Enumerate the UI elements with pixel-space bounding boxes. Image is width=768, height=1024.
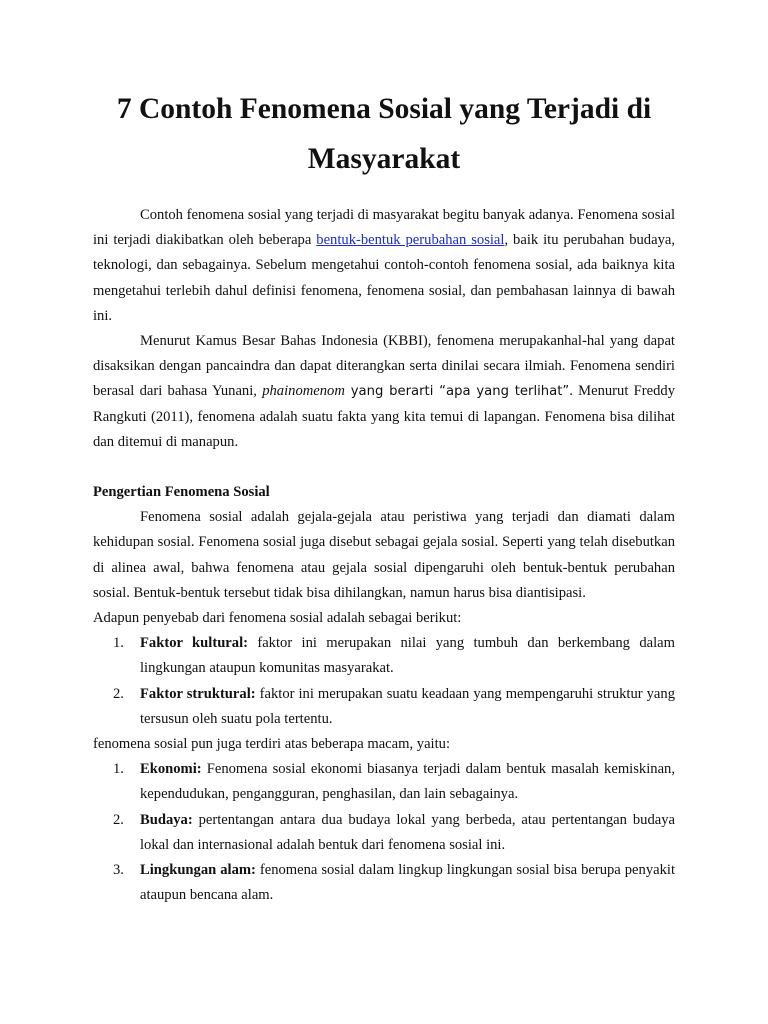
spacer xyxy=(93,455,675,480)
list-item xyxy=(93,631,675,681)
kbbi-term: phainomenom xyxy=(262,383,345,400)
list-item xyxy=(93,682,675,732)
kbbi-text-2: . Menurut Freddy Rangkuti (2011), fenomena adalah suatu fakta yang kita temui di lapangan. Fenomena bisa dilihat dan ditemui di manapun. xyxy=(93,383,675,450)
causes-list xyxy=(93,631,675,732)
perubahan-sosial-link[interactable]: bentuk-bentuk perubahan sosial xyxy=(316,232,505,249)
intro-paragraph xyxy=(93,203,675,329)
kbbi-paragraph xyxy=(93,329,675,455)
document-body xyxy=(93,203,675,908)
list-term: Ekonomi: xyxy=(140,761,202,778)
kbbi-text-1: Menurut Kamus Besar Bahas Indonesia (KBBI), fenomena merupakanhal-hal yang dapat disaksikan dengan pancaindra dan dapat diterangkan serta dinilai secara ilmiah. Fenomena sendiri berasal dari bahasa Yunani, xyxy=(93,333,675,400)
intro-text-before-link: Contoh fenomena sosial yang terjadi di masyarakat begitu banyak adanya. Fenomena sosial ini terjadi diakibatkan oleh beberapa xyxy=(93,207,675,249)
list-text: pertentangan antara dua budaya lokal yang berbeda, atau pertentangan budaya lokal dan internasional adalah bentuk dari fenomena sosial ini. xyxy=(140,811,675,853)
list-term: Lingkungan alam: xyxy=(140,862,256,879)
list-text: Fenomena sosial ekonomi biasanya terjadi dalam bentuk masalah kemiskinan, kependudukan, pengangguran, penghasilan, dan lain sebagainya. xyxy=(140,761,675,803)
section-heading: Pengertian Fenomena Sosial xyxy=(93,484,270,501)
list-text: faktor ini merupakan suatu keadaan yang mempengaruhi struktur yang tersusun oleh suatu pola tertentu. xyxy=(140,685,675,727)
list-term: Faktor struktural: xyxy=(140,685,256,702)
list-number: 2. xyxy=(113,811,124,828)
list-number: 1. xyxy=(113,761,124,778)
list-term: Budaya: xyxy=(140,811,193,828)
types-intro: fenomena sosial pun juga terdiri atas beberapa macam, yaitu: xyxy=(93,736,451,753)
list-number: 2. xyxy=(113,685,124,702)
list-number: 1. xyxy=(113,635,124,652)
intro-text-after-link: , baik itu perubahan budaya, teknologi, dan sebagainya. Sebelum mengetahui contoh-contoh fenomena sosial, ada baiknya kita mengetahui terlebih dahul definisi fenomena, fenomena sosial, dan pembahasan lainnya di bawah ini. xyxy=(93,232,675,324)
types-list xyxy=(93,757,675,908)
kbbi-term-meaning: yang berarti “apa yang terlihat” xyxy=(344,384,570,400)
list-number: 3. xyxy=(113,862,124,879)
definition-paragraph: Fenomena sosial adalah gejala-gejala atau peristiwa yang terjadi dan diamati dalam kehidupan sosial. Fenomena sosial juga disebut sebagai gejala sosial. Seperti yang telah disebutkan di alinea awal, bahwa fenomena atau gejala sosial dipengaruhi oleh bentuk-bentuk perubahan sosial. Bentuk-bentuk tersebut tidak bisa dihilangkan, namun harus bisa diantisipasi. xyxy=(93,509,675,601)
list-item xyxy=(93,858,675,908)
list-text: fenomena sosial dalam lingkup lingkungan sosial bisa berupa penyakit ataupun bencana alam. xyxy=(140,862,675,904)
list-text: faktor ini merupakan nilai yang tumbuh dan berkembang dalam lingkungan ataupun komunitas masyarakat. xyxy=(140,635,675,677)
page-title: 7 Contoh Fenomena Sosial yang Terjadi di Masyarakat xyxy=(116,93,652,175)
list-item xyxy=(93,757,675,807)
list-item xyxy=(93,808,675,858)
list-term: Faktor kultural: xyxy=(140,635,248,652)
causes-intro: Adapun penyebab dari fenomena sosial adalah sebagai berikut: xyxy=(93,610,462,627)
